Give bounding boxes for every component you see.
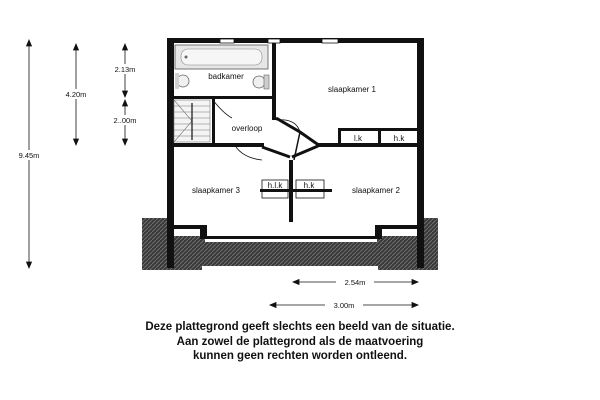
room-label-hk-right: h.k <box>393 134 405 143</box>
dim-partial-height: 4.20m <box>65 90 87 99</box>
disclaimer <box>40 320 560 364</box>
toilet-icon <box>253 75 269 89</box>
room-label-slaapkamer-1: slaapkamer 1 <box>327 85 377 94</box>
dim-total-height: 9.45m <box>18 151 40 160</box>
dim-lower: 2..00m <box>113 116 137 125</box>
room-label-slaapkamer-2: slaapkamer 2 <box>351 186 401 195</box>
room-label-hlk: h.l.k <box>267 181 283 190</box>
dim-upper: 2.13m <box>114 65 136 74</box>
dim-inner-width: 2.54m <box>344 278 366 287</box>
room-label-badkamer: badkamer <box>208 72 244 81</box>
room-label-overloop: overloop <box>231 124 263 133</box>
room-label-slaapkamer-3: slaapkamer 3 <box>191 186 241 195</box>
staircase-icon <box>174 100 210 142</box>
room-label-lk: l.k <box>354 134 362 143</box>
disclaimer-line-2: Aan zowel de plattegrond als de maatvoering <box>176 335 424 348</box>
disclaimer-line-3: kunnen geen rechten worden ontleend. <box>192 350 408 362</box>
dim-outer-width: 3.00m <box>333 301 355 310</box>
disclaimer-line-1: Deze plattegrond geeft slechts een beeld van de situatie. <box>145 321 455 333</box>
bathtub-icon <box>175 45 268 69</box>
room-label-hk-center: h.k <box>303 181 315 190</box>
